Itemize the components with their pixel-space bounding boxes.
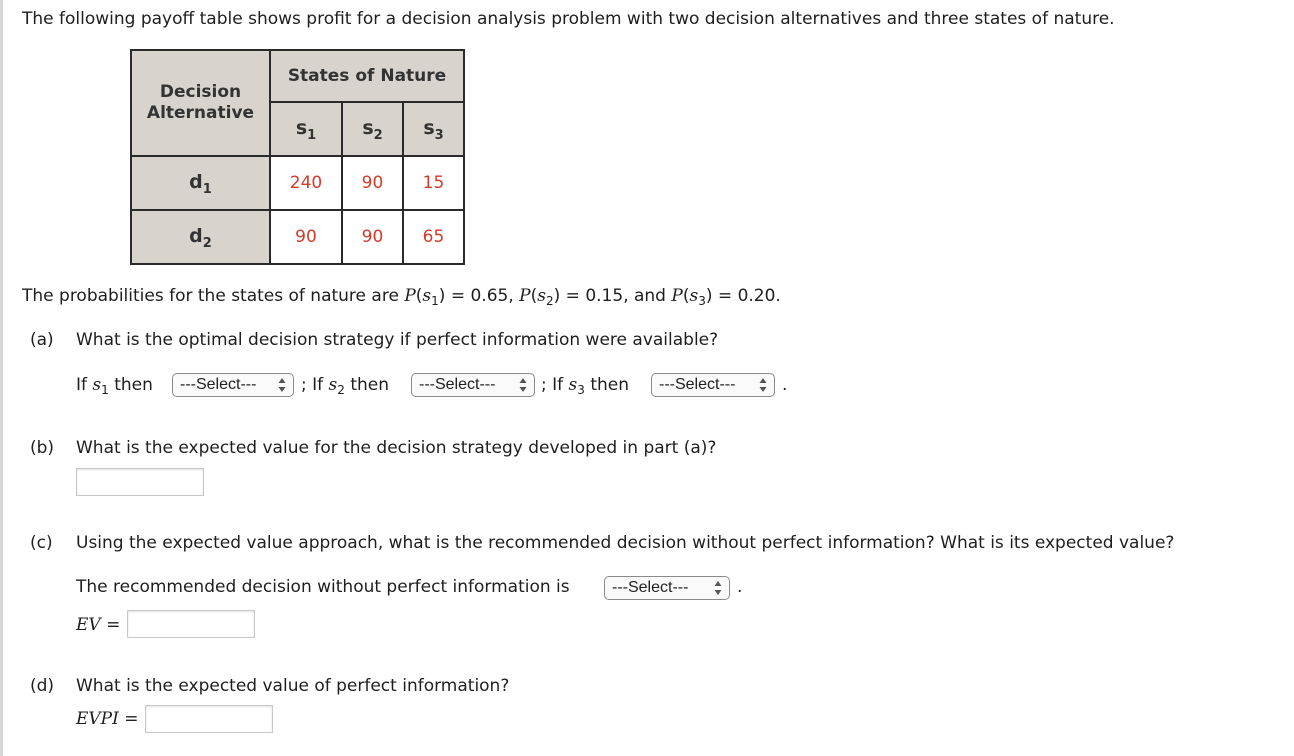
decision-d1: $d_1$ <box>131 156 270 210</box>
strategy-s2-select[interactable]: ---Select--- <box>411 373 535 397</box>
part-a-period: . <box>782 375 788 395</box>
part-c-question: Using the expected value approach, what is the recommended decision without perfect information? What is its expected value? <box>76 533 1175 553</box>
strategy-s3-select[interactable]: ---Select--- <box>651 373 775 397</box>
part-c-label: (c) <box>30 533 53 553</box>
payoff-d2-s1: 90 <box>270 210 342 264</box>
part-b-question: What is the expected value for the decision strategy developed in part (a)? <box>76 438 717 458</box>
table-row <box>131 210 464 264</box>
part-a-label: (a) <box>30 330 54 350</box>
select-arrows-icon <box>519 377 527 393</box>
payoff-d1-s2: 90 <box>342 156 403 210</box>
left-border <box>0 0 3 756</box>
payoff-d2-s3: 65 <box>403 210 464 264</box>
evpi-input[interactable] <box>145 705 273 733</box>
select-arrows-icon <box>759 377 767 393</box>
table-row <box>131 156 464 210</box>
state-header-s1: $s_1$ <box>270 102 342 156</box>
state-header-s3: $s_3$ <box>403 102 464 156</box>
payoff-d1-s3: 15 <box>403 156 464 210</box>
select-arrows-icon <box>714 580 722 596</box>
payoff-table <box>130 49 465 265</box>
if-s2-label: ; If $s_2$ then <box>301 375 390 397</box>
probabilities-text: The probabilities for the states of nature are $P(s_1) = 0.65$, $P(s_2) = 0.15$, and $P(s_3) = 0.20$. <box>22 286 781 308</box>
part-c-period: . <box>737 577 743 597</box>
part-a-question: What is the optimal decision strategy if perfect information were available? <box>76 330 719 350</box>
if-s1-label: If $s_1$ then <box>76 375 153 397</box>
part-d-label: (d) <box>30 676 55 696</box>
strategy-s1-select[interactable]: ---Select--- <box>172 373 294 397</box>
part-d-question: What is the expected value of perfect information? <box>76 676 510 696</box>
payoff-d1-s1: 240 <box>270 156 342 210</box>
ev-label: EV = <box>76 615 121 635</box>
decision-alternative-header: Decision Alternative <box>131 50 270 156</box>
if-s3-label: ; If $s_3$ then <box>541 375 630 397</box>
states-of-nature-header: States of Nature <box>270 50 464 102</box>
ev-input[interactable] <box>127 610 255 638</box>
intro-text: The following payoff table shows profit for a decision analysis problem with two decision alternatives and three states of nature. <box>22 9 1115 29</box>
decision-d2: $d_2$ <box>131 210 270 264</box>
evpi-label: EVPI = <box>76 709 139 729</box>
recommended-decision-select[interactable]: ---Select--- <box>604 576 730 600</box>
payoff-d2-s2: 90 <box>342 210 403 264</box>
select-arrows-icon <box>278 377 286 393</box>
part-b-label: (b) <box>30 438 55 458</box>
expected-value-input[interactable] <box>76 468 204 496</box>
recommend-text: The recommended decision without perfect information is <box>76 577 570 597</box>
state-header-s2: $s_2$ <box>342 102 403 156</box>
